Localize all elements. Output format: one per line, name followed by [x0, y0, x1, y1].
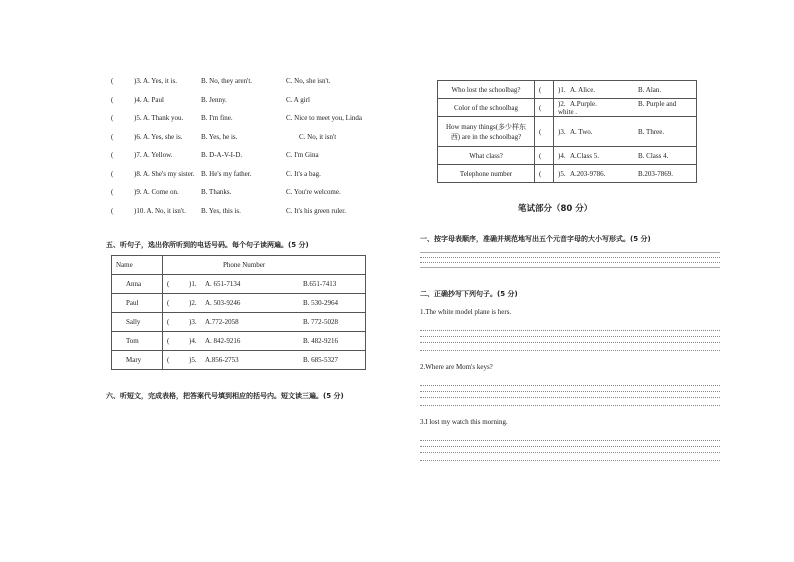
question-num: )1.: [189, 280, 197, 288]
answer-bracket[interactable]: (: [111, 114, 114, 122]
answer-options: [554, 165, 697, 183]
writing-line[interactable]: [420, 342, 720, 343]
writing-line[interactable]: [420, 252, 720, 253]
choice-b: B. He's my father.: [201, 169, 252, 178]
question-num: )3.: [558, 127, 566, 136]
question-num: )4.: [189, 337, 197, 345]
choice-a: )8. A. She's my sister.: [134, 169, 195, 178]
question-num: )2.: [189, 299, 197, 307]
question-num: )4.: [558, 151, 566, 160]
writing-line[interactable]: [420, 262, 720, 263]
answer-bracket[interactable]: (: [111, 151, 114, 159]
answer-bracket[interactable]: (: [535, 165, 554, 183]
option-a: A. 651-7134: [205, 280, 241, 288]
option-a: A.Purple.: [570, 99, 597, 108]
option-b: B. 772-5028: [303, 318, 338, 326]
section6-title: 六、听短文，完成表格，把答案代号填到相应的括号内。短文读三遍。(5 分): [106, 392, 344, 400]
schoolbag-table: [437, 80, 697, 183]
question-num: )5.: [558, 169, 566, 178]
option-b: B. Class 4.: [638, 151, 669, 160]
phone-options[interactable]: ( )4. A. 842-9216 B. 482-9216: [163, 332, 366, 351]
answer-bracket[interactable]: (: [535, 117, 554, 147]
table-row: [112, 294, 366, 313]
option-a: A. 503-9246: [205, 299, 241, 307]
question-num: )5.: [189, 356, 197, 364]
choice-a: )6. A. Yes, she is.: [134, 132, 183, 141]
header-phone: Phone Number: [163, 256, 366, 275]
choice-b: B. Jenny.: [201, 95, 227, 104]
choice-c: C. It's his green ruler.: [286, 206, 346, 215]
answer-options: [554, 117, 697, 147]
writing-line[interactable]: [420, 397, 720, 398]
option-a: A. Two.: [570, 127, 593, 136]
answer-bracket[interactable]: (: [535, 99, 554, 117]
writing-line[interactable]: [420, 452, 720, 453]
table-row: [438, 165, 697, 183]
answer-bracket[interactable]: (: [111, 132, 114, 141]
writing-line[interactable]: [420, 460, 720, 461]
option-b: B. Three.: [638, 127, 665, 136]
writing-line[interactable]: [420, 267, 720, 268]
table-row: [112, 351, 366, 370]
section5-title: 五、听句子，选出你所听到的电话号码。每个句子读两遍。(5 分): [106, 241, 309, 249]
copy-sentence-2: 2.Where are Mom's keys?: [420, 363, 493, 371]
writing-line[interactable]: [420, 336, 720, 337]
option-b: B. Alan.: [638, 85, 662, 94]
choice-b: B. Yes, this is.: [201, 206, 241, 215]
phone-options[interactable]: ( )3. A.772-2058 B. 772-5028: [163, 313, 366, 332]
option-a: A.772-2058: [205, 318, 239, 326]
answer-bracket[interactable]: (: [535, 81, 554, 99]
person-name: Sally: [112, 313, 163, 332]
choice-a: )5. A. Thank you.: [134, 114, 184, 122]
writing-line[interactable]: [420, 391, 720, 392]
table-row: [112, 313, 366, 332]
choice-c: C. I'm Gina: [286, 151, 319, 159]
answer-bracket[interactable]: (: [111, 169, 114, 178]
choice-a: )4. A. Paul: [134, 95, 164, 104]
choice-c: C. No, it isn't: [299, 132, 337, 141]
choice-a: )3. A. Yes, it is.: [134, 77, 177, 85]
writing-line[interactable]: [420, 440, 720, 441]
written-part1-title: 一、按字母表顺序，准确并规范地写出五个元音字母的大小写形式。(5 分): [420, 235, 651, 243]
person-name: Anna: [112, 275, 163, 294]
writing-line[interactable]: [420, 350, 720, 351]
person-name: Tom: [112, 332, 163, 351]
choice-a: )10. A. No, it isn't.: [134, 206, 186, 215]
person-name: Mary: [112, 351, 163, 370]
option-b: B.203-7869.: [638, 169, 673, 178]
answer-bracket[interactable]: (: [535, 147, 554, 165]
header-name: Name: [112, 256, 163, 275]
option-b: B.651-7413: [303, 280, 337, 288]
choice-b: B. D-A-V-I-D.: [201, 151, 243, 159]
answer-bracket[interactable]: (: [111, 95, 114, 104]
option-a: A. Alice.: [570, 85, 596, 94]
answer-bracket[interactable]: (: [111, 206, 114, 215]
phone-options[interactable]: ( )1. A. 651-7134 B.651-7413: [163, 275, 366, 294]
question-label: How many things(多少样东西) are in the schoolbag?: [438, 117, 535, 147]
choice-c: C. It's a bag.: [286, 169, 321, 178]
choice-c: C. You're welcome.: [286, 188, 341, 196]
question-label: What class?: [438, 147, 535, 165]
choice-a: )7. A. Yellow.: [134, 151, 173, 159]
option-b: B. 530-2964: [303, 299, 338, 307]
choice-b: B. Yes, he is.: [201, 132, 238, 141]
table-row: [438, 147, 697, 165]
written-part2-title: 二、正确抄写下列句子。(5 分): [420, 290, 518, 298]
table-row: [438, 81, 697, 99]
question-num: )1.: [558, 85, 566, 94]
option-a: A.Class 5.: [570, 151, 599, 160]
phone-options[interactable]: ( )2. A. 503-9246 B. 530-2964: [163, 294, 366, 313]
option-a: A.856-2753: [205, 356, 239, 364]
answer-options: [554, 147, 697, 165]
written-part-heading: 笔试部分（80 分）: [518, 204, 593, 214]
writing-line[interactable]: [420, 446, 720, 447]
writing-line[interactable]: [420, 405, 720, 406]
phone-options[interactable]: ( )5. A.856-2753 B. 685-5327: [163, 351, 366, 370]
question-label: Who lost the schoolbag?: [438, 81, 535, 99]
copy-sentence-1: 1.The white model plane is hers.: [420, 308, 512, 316]
choice-c: C. No, she isn't.: [286, 77, 331, 85]
option-b: B. 482-9216: [303, 337, 338, 345]
question-label: Telephone number: [438, 165, 535, 183]
writing-line[interactable]: [420, 257, 720, 258]
choice-c: C. A girl: [286, 95, 310, 104]
table-row: [112, 275, 366, 294]
answer-bracket[interactable]: (: [111, 77, 114, 85]
choice-b: B. I'm fine.: [201, 114, 233, 122]
option-b: B. 685-5327: [303, 356, 338, 364]
writing-line[interactable]: [420, 385, 720, 386]
option-b: B. Purple and white .: [558, 99, 677, 116]
choice-b: B. No, they aren't.: [201, 77, 253, 85]
answer-options: [554, 81, 697, 99]
writing-line[interactable]: [420, 330, 720, 331]
table-row: [438, 99, 697, 117]
phone-number-table: [111, 255, 366, 370]
question-label: Color of the schoolbag: [438, 99, 535, 117]
table-row: [438, 117, 697, 147]
answer-options: [554, 99, 697, 117]
table-row: [112, 332, 366, 351]
question-num: )3.: [189, 318, 197, 326]
copy-sentence-3: 3.I lost my watch this morning.: [420, 418, 508, 426]
question-num: )2.: [558, 99, 566, 108]
choice-a: )9. A. Come on.: [134, 188, 179, 196]
choice-c: C. Nice to meet you, Linda: [286, 114, 363, 122]
answer-bracket[interactable]: (: [111, 188, 114, 196]
option-a: A. 842-9216: [205, 337, 241, 345]
option-a: A.203-9786.: [570, 169, 606, 178]
person-name: Paul: [112, 294, 163, 313]
choice-b: B. Thanks.: [201, 188, 232, 196]
